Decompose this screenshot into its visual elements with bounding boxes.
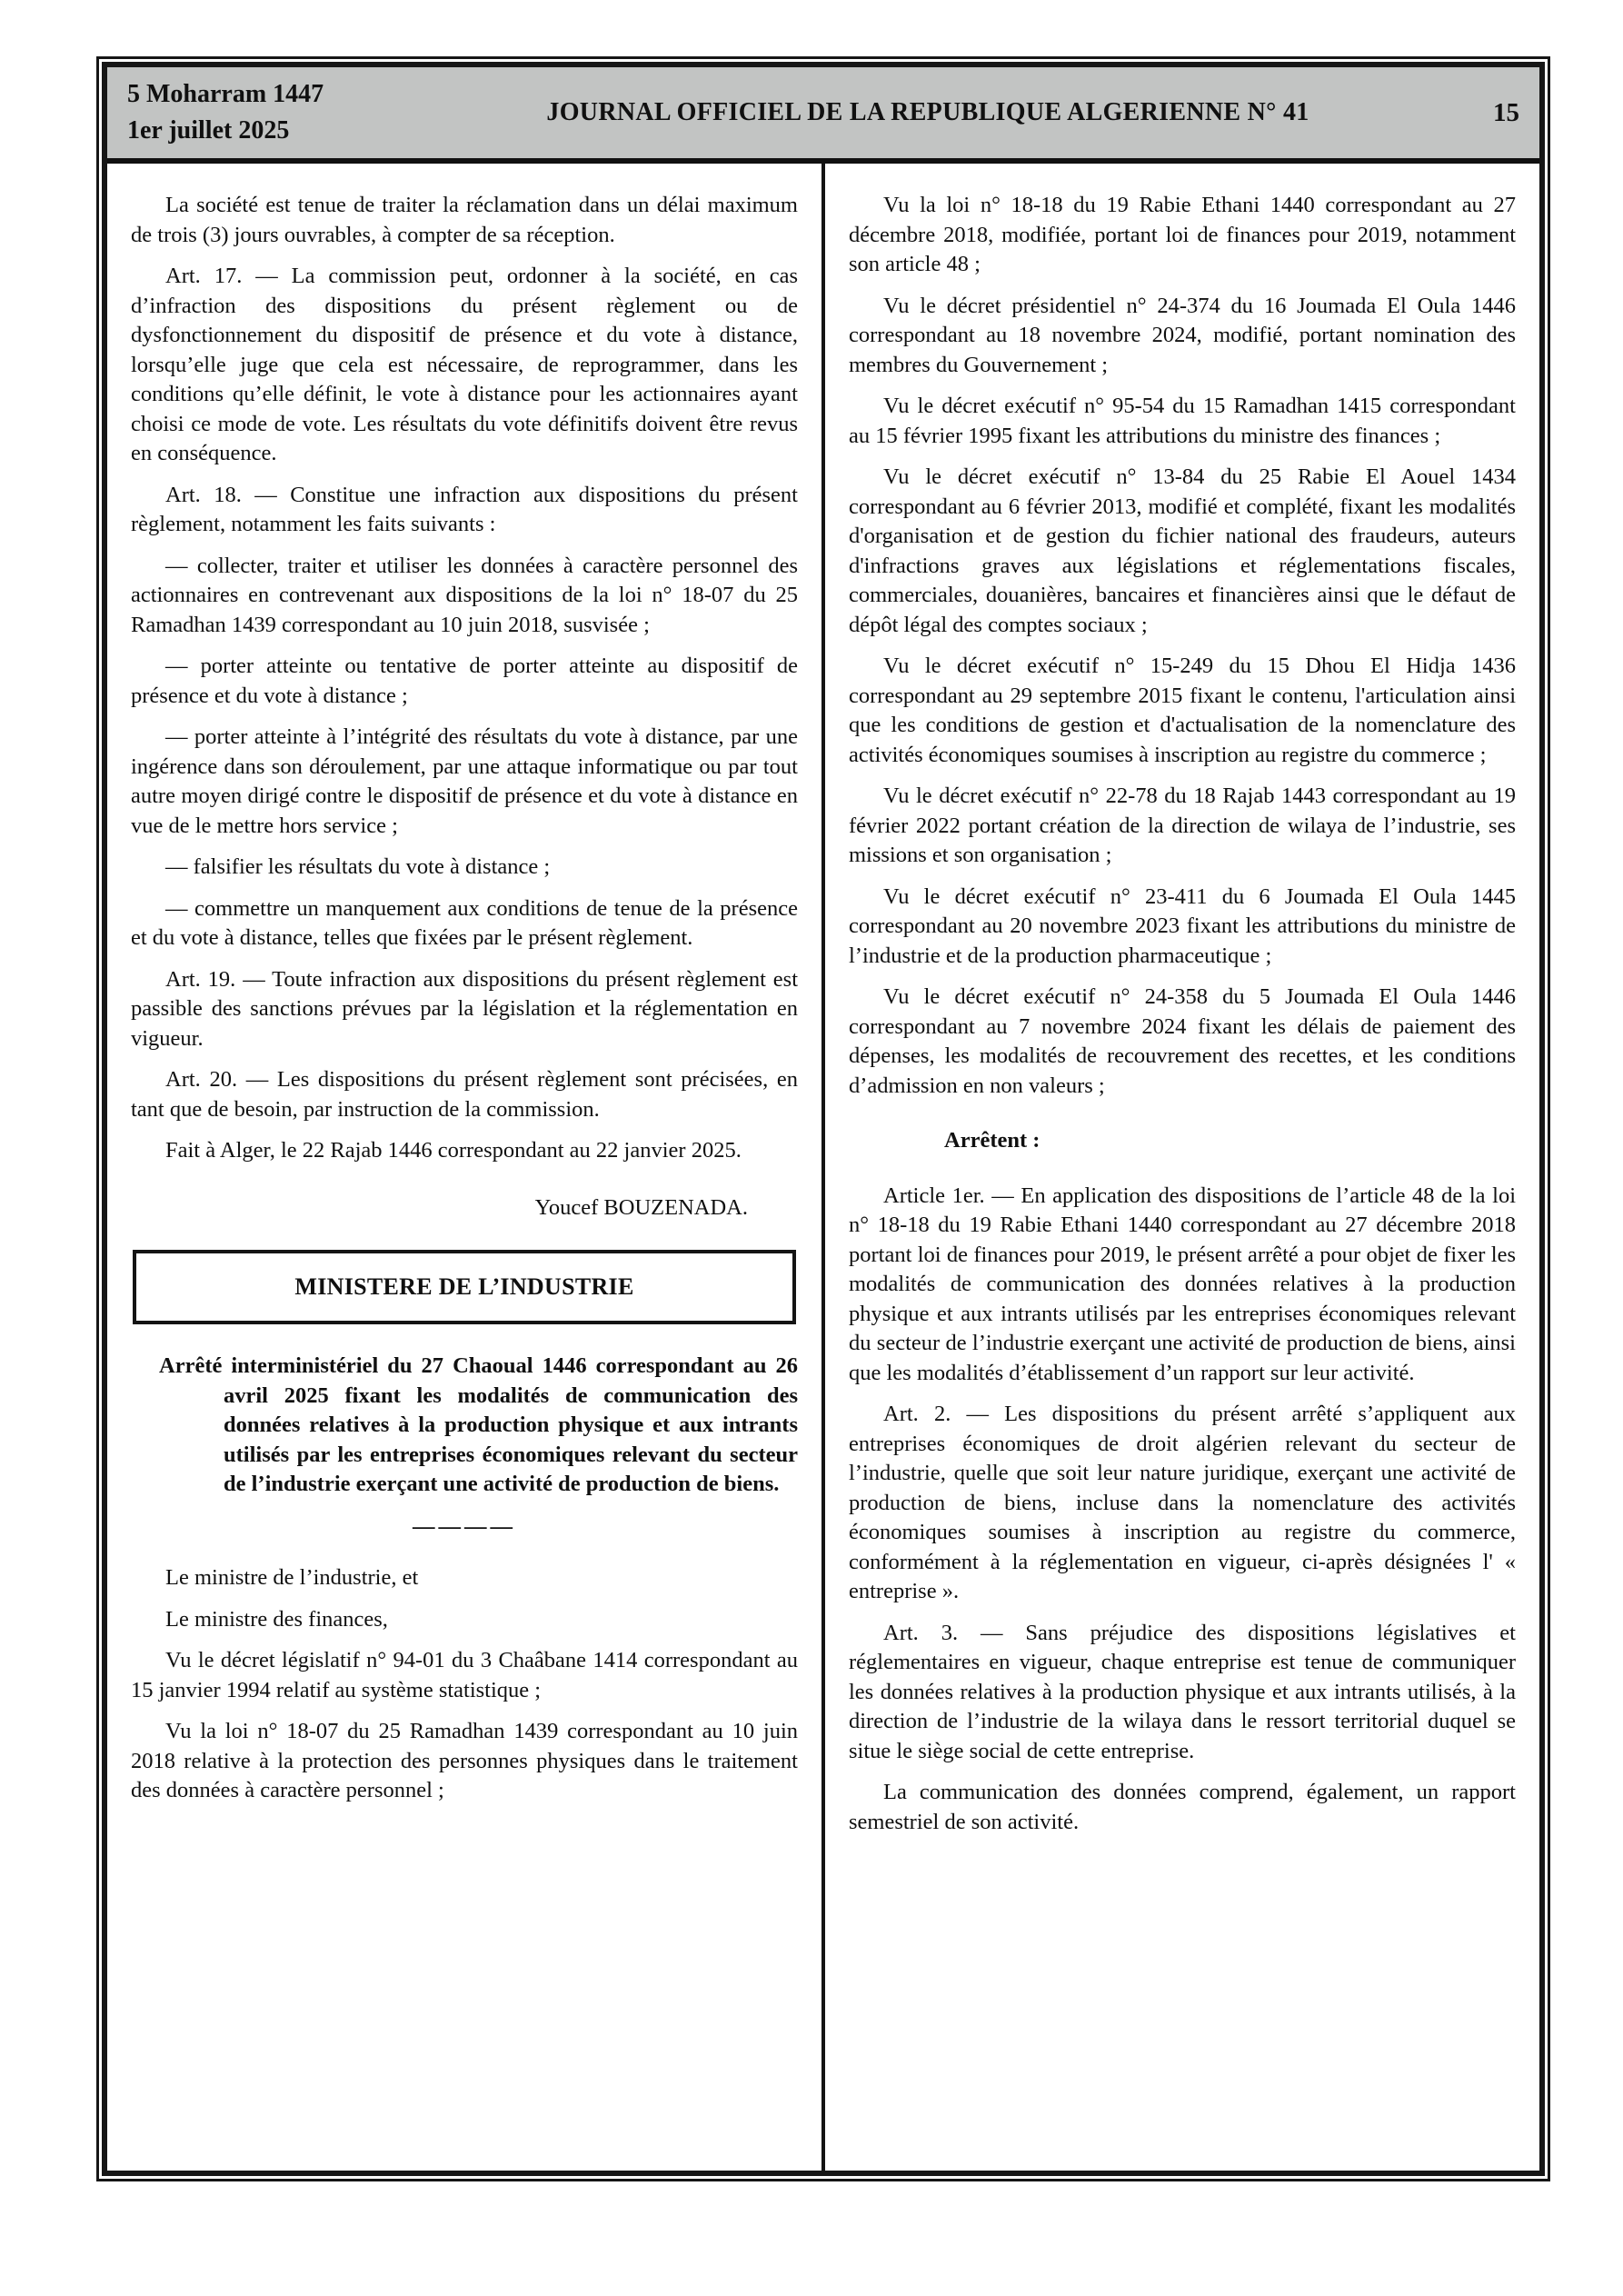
hijri-date: 5 Moharram 1447 <box>127 80 324 108</box>
fait-a-alger: Fait à Alger, le 22 Rajab 1446 correspondant au 22 janvier 2025. <box>165 1138 742 1163</box>
visa-23-411: Vu le décret exécutif n° 23-411 du 6 Joumada El Oula 1445 correspondant au 20 novembre 2023 fixant les attributions du ministre de l’industrie et de la production pharmaceutique ; <box>849 883 1516 968</box>
page-inner-frame <box>102 62 1545 2176</box>
visa-22-78: Vu le décret exécutif n° 22-78 du 18 Rajab 1443 correspondant au 19 février 2022 portant création de la direction de wilaya de l’industrie, ses missions et son organisation ; <box>849 784 1516 867</box>
list-item-2: — porter atteinte ou tentative de porter atteinte au dispositif de présence et du vote à distance ; <box>131 654 798 708</box>
list-item-5: — commettre un manquement aux conditions de tenue de la présence et du vote à distance, telles que fixées par le présent règlement. <box>131 895 798 950</box>
arrete-title: Arrêté interministériel du 27 Chaoual 1446 correspondant au 26 avril 2025 fixant les modalités de communication des données relatives à la production physique et aux intrants utilisés par les entreprises économiques relevant du secteur de l’industrie exerçant une activité de production de biens. <box>159 1353 798 1496</box>
visa-24-374: Vu le décret présidentiel n° 24-374 du 16 Joumada El Oula 1446 correspondant au 18 novembre 2024, modifié, portant nomination des membres du Gouvernement ; <box>849 293 1516 377</box>
page-number: 15 <box>1493 97 1519 127</box>
closing-paragraph: La communication des données comprend, également, un rapport semestriel de son activité. <box>849 1780 1516 1834</box>
visa-13-84: Vu le décret exécutif n° 13-84 du 25 Rabie El Aouel 1434 correspondant au 6 février 2013, modifié et complété, fixant les modalités d'organisation et de gestion du fichier national des fraudeurs, auteurs d'infractions graves aux législations et réglementations fiscales, commerciales, douanières, bancaires et financières ainsi que le défaut de dépôt légal des comptes sociaux ; <box>849 464 1516 637</box>
visa-15-249: Vu le décret exécutif n° 15-249 du 15 Dhou El Hidja 1436 correspondant au 29 septembre 2015 fixant le contenu, l'articulation ainsi que les conditions de gestion et d'actualisation de la nomenclature des activités économiques soumises à inscription au registre du commerce ; <box>849 654 1516 767</box>
arretent-heading: Arrêtent : <box>944 1128 1041 1153</box>
article-3: Art. 3. — Sans préjudice des dispositions législatives et réglementaires en vigueur, chaque entreprise est tenue de communiquer les données relatives à la production physique et aux intrants utilisés, à la direction de l’industrie de la wilaya dans le ressort territorial duquel se situe le siège social de cette entreprise. <box>849 1620 1516 1763</box>
article-17: Art. 17. — La commission peut, ordonner à la société, en cas d’infraction des dispositions du présent règlement ou de dysfonctionnement du dispositif de présence et du vote à distance, lorsqu’elle juge que cela est nécessaire, de reprogrammer, dans les conditions qu’elle définit, le vote à distance pour les actionnaires ayant choisi ce mode de vote. Les résultats du vote définitifs doivent être revus en conséquence. <box>131 264 798 465</box>
intro-paragraph: La société est tenue de traiter la réclamation dans un délai maximum de trois (3) jours ouvrables, à compter de sa réception. <box>131 193 798 247</box>
ministry-heading <box>133 1250 796 1324</box>
visa-94-01: Vu le décret législatif n° 94-01 du 3 Chaâbane 1414 correspondant au 15 janvier 1994 relatif au système statistique ; <box>131 1648 798 1702</box>
article-1er: Article 1er. — En application des dispositions de l’article 48 de la loi n° 18-18 du 19 Rabie Ethani 1440 correspondant au 27 décembre 2018 portant loi de finances pour 2019, le présent arrêté a pour objet de fixer les modalités de communication des données relatives à la production physique et aux intrants utilisés par les entreprises économiques relevant du secteur de l’industrie exerçant une activité de production de biens, ainsi que les modalités d’établissement d’un rapport sur leur activité. <box>849 1183 1516 1385</box>
visa-24-358: Vu le décret exécutif n° 24-358 du 5 Joumada El Oula 1446 correspondant au 7 novembre 2024 fixant les délais de paiement des dépenses, les modalités de recouvrement des recettes, et les conditions d’admission en non valeurs ; <box>849 984 1516 1098</box>
minister-industrie: Le ministre de l’industrie, et <box>165 1565 419 1590</box>
signature: Youcef BOUZENADA. <box>534 1194 748 1220</box>
visa-18-18: Vu la loi n° 18-18 du 19 Rabie Ethani 1440 correspondant au 27 décembre 2018, modifiée, portant loi de finances pour 2019, notamment son article 48 ; <box>849 193 1516 276</box>
article-20: Art. 20. — Les dispositions du présent règlement sont précisées, en tant que de besoin, par instruction de la commission. <box>131 1067 798 1122</box>
visa-18-07: Vu la loi n° 18-07 du 25 Ramadhan 1439 correspondant au 10 juin 2018 relative à la protection des personnes physiques dans le traitement des données à caractère personnel ; <box>131 1719 798 1802</box>
ministry-heading-label: MINISTERE DE L’INDUSTRIE <box>294 1273 634 1300</box>
list-item-4: — falsifier les résultats du vote à distance ; <box>165 854 551 879</box>
column-left <box>107 164 821 2171</box>
visa-95-54: Vu le décret exécutif n° 95-54 du 15 Ramadhan 1415 correspondant au 15 février 1995 fixant les attributions du ministre des finances ; <box>849 394 1516 448</box>
article-18: Art. 18. — Constitue une infraction aux dispositions du présent règlement, notamment les faits suivants : <box>131 482 798 536</box>
header-dates <box>127 73 400 153</box>
journal-title: JOURNAL OFFICIEL DE LA REPUBLIQUE ALGERIENNE N° 41 <box>546 98 1309 126</box>
article-19: Art. 19. — Toute infraction aux dispositions du présent règlement est passible des sanctions prévues par la législation et la réglementation en vigueur. <box>131 966 798 1051</box>
list-item-3: — porter atteinte à l’intégrité des résultats du vote à distance, par une ingérence dans son déroulement, par une attaque informatique ou par tout autre moyen dirigé contre le dispositif de présence et du vote à distance en vue de le mettre hors service ; <box>131 724 798 838</box>
page-header <box>107 67 1539 164</box>
dash-separator: ———— <box>413 1513 516 1539</box>
column-right <box>825 164 1539 2171</box>
article-2: Art. 2. — Les dispositions du présent arrêté s’appliquent aux entreprises économiques de droit algérien relevant du secteur de l’industrie, quelle que soit leur nature juridique, exerçant une activité de production de biens, incluse dans la nomenclature des activités économiques soumises à inscription au registre du commerce, conformément à la réglementation en vigueur, ci-après désignées l' « entreprise ». <box>849 1402 1516 1603</box>
page-frame <box>96 56 1550 2181</box>
page-body <box>107 164 1539 2171</box>
list-item-1: — collecter, traiter et utiliser les données à caractère personnel des actionnaires en contrevenant aux dispositions de la loi n° 18-07 du 25 Ramadhan 1439 correspondant au 10 juin 2018, susvisée ; <box>131 553 798 637</box>
minister-finances: Le ministre des finances, <box>165 1606 388 1632</box>
gregorian-date: 1er juillet 2025 <box>127 116 290 145</box>
